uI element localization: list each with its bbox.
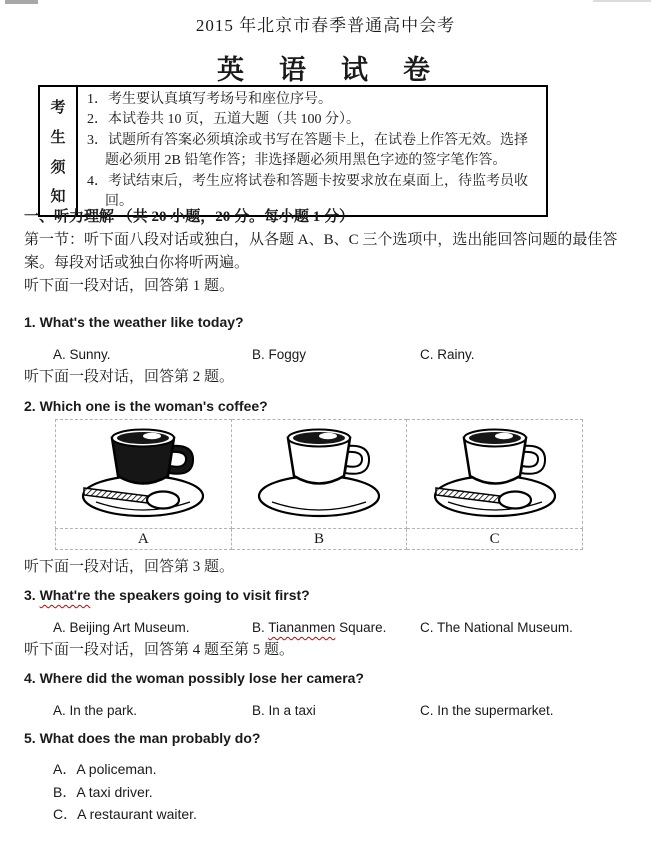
option-q3-a-text: A. Beijing Art Museum. [53, 620, 190, 635]
section-intro: 第一节：听下面八段对话或独白，从各题 A、B、C 三个选项中，选出能回答问题的最佳答案。每段对话或独白你将听两遍。 [24, 232, 618, 271]
question-2: 2. Which one is the woman's coffee? [24, 398, 268, 414]
candidate-notice-box [38, 85, 548, 217]
question-3-prefix: 3. [24, 587, 40, 603]
option-q5-a: A．A policeman. [53, 761, 157, 777]
option-q4-c: C. In the supermarket. [420, 703, 554, 718]
question-1: 1. What's the weather like today? [24, 314, 244, 330]
notice-side-char: 考 [50, 100, 66, 116]
dark-coffee-cup-with-spoon-icon [67, 422, 219, 522]
section-heading: 一、听力理解 （共 20 小题，20 分。每小题 1 分） [24, 209, 355, 225]
coffee-label-b: B [231, 529, 407, 550]
question-3-rest: the speakers going to visit first? [90, 587, 310, 603]
option-q1-b: B. Foggy [252, 347, 307, 362]
option-q5-c: C．A restaurant waiter. [53, 806, 197, 822]
option-q1-c: C. Rainy. [420, 347, 475, 362]
listen-prompt-4: 听下面一段对话，回答第 4 题至第 5 题。 [24, 642, 295, 658]
coffee-cup-a-image [56, 420, 232, 529]
listen-prompt-3: 听下面一段对话，回答第 3 题。 [24, 559, 235, 575]
notice-side-label [40, 87, 78, 215]
options-list-q5 [24, 758, 644, 826]
notice-side-char: 知 [50, 189, 66, 206]
option-q5-b: B．A taxi driver. [53, 783, 153, 800]
question-4: 4. Where did the woman possibly lose her camera? [24, 670, 364, 686]
notice-item-2: 2．本试卷共 10 页，五道大题（共 100 分）。 [87, 112, 360, 128]
notice-side-char: 须 [50, 159, 66, 176]
coffee-label-a: A [56, 529, 232, 550]
option-q3-c [420, 617, 644, 639]
options-row-q4 [53, 700, 644, 722]
coffee-label-c: C [407, 529, 583, 550]
option-q4-a: A. In the park. [53, 703, 138, 718]
option-q3-c-text: C. The National Museum. [420, 620, 573, 635]
notice-item-4: 4．考试结束后，考生应将试卷和答题卡按要求放在桌面上，待监考员收回。 [87, 173, 528, 210]
option-q3-b-wavy: Tiananmen [268, 620, 336, 635]
options-row-q3 [53, 617, 644, 639]
exam-title: 2015 年北京市春季普通高中会考 [195, 16, 456, 35]
notice-item-1: 1．考生要认真填写考场号和座位序号。 [87, 92, 332, 107]
scrollbar-artifact-left [5, 0, 38, 4]
coffee-cup-b-image [231, 420, 407, 529]
exam-subtitle: 英 语 试 卷 [217, 55, 434, 85]
question-3-misspelled-word: What're [39, 587, 91, 603]
question-3 [24, 584, 644, 606]
white-coffee-cup-with-spoon-icon [419, 422, 571, 522]
notice-side-char: 生 [50, 129, 66, 146]
scrollbar-artifact-right [593, 0, 651, 2]
notice-items [78, 87, 546, 215]
option-q3-a [53, 617, 252, 639]
option-q4-b: B. In a taxi [252, 703, 316, 718]
white-coffee-cup-icon [243, 422, 395, 522]
listen-prompt-1: 听下面一段对话，回答第 1 题。 [24, 278, 235, 294]
notice-item-3: 3．试题所有答案必须填涂或书写在答题卡上，在试卷上作答无效。选择题必须用 2B 铅笔作答；非选择题必须用黑色字迹的签字笔作答。 [87, 132, 528, 169]
option-q3-b [252, 617, 420, 639]
coffee-cups-table [55, 419, 583, 550]
option-q3-b-post: Square. [335, 620, 387, 635]
options-row-q1 [53, 344, 644, 366]
option-q3-b-text: B. [252, 620, 269, 635]
question-5: 5. What does the man probably do? [24, 730, 261, 746]
option-q1-a: A. Sunny. [53, 347, 111, 362]
listen-prompt-2: 听下面一段对话，回答第 2 题。 [24, 369, 235, 385]
listening-section [24, 205, 644, 826]
coffee-cup-c-image [407, 420, 583, 529]
